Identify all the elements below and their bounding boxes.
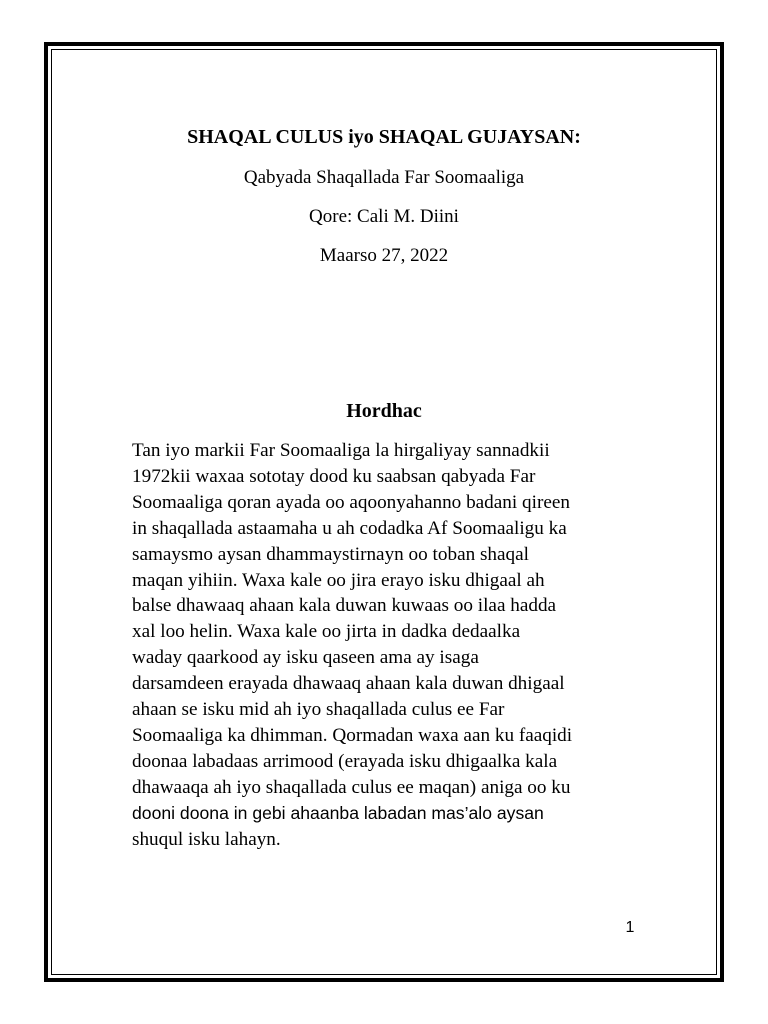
body-line: Soomaaliga ka dhimman. Qormadan waxa aan ku faaqidi bbox=[132, 724, 573, 746]
section-heading: Hordhac bbox=[346, 400, 422, 422]
body-line: waday qaarkood ay isku qaseen ama ay isaga bbox=[132, 647, 479, 669]
body-line: maqan yihiin. Waxa kale oo jira erayo isku dhigaal ah bbox=[132, 569, 545, 591]
body-line: samaysmo aysan dhammaystirnayn oo toban shaqal bbox=[132, 543, 529, 565]
body-paragraph bbox=[132, 438, 652, 853]
body-line: dhawaaqa ah iyo shaqallada culus ee maqan) aniga oo ku bbox=[132, 776, 571, 798]
document-title: SHAQAL CULUS iyo SHAQAL GUJAYSAN: bbox=[187, 126, 581, 148]
body-line: dooni doona in gebi ahaanba labadan mas’alo aysan bbox=[132, 802, 544, 823]
document-subtitle: Qabyada Shaqallada Far Soomaaliga bbox=[243, 167, 525, 188]
body-line: xal loo helin. Waxa kale oo jirta in dadka dedaalka bbox=[132, 621, 521, 643]
body-line: 1972kii waxaa sototay dood ku saabsan qabyada Far bbox=[132, 465, 536, 487]
body-line: shuqul isku lahayn. bbox=[132, 828, 281, 850]
body-line: darsamdeen erayada dhawaaq ahaan kala duwan dhigaal bbox=[132, 673, 565, 695]
body-line: in shaqallada astaamaha u ah codadka Af Soomaaligu ka bbox=[132, 517, 567, 539]
document-date: Maarso 27, 2022 bbox=[319, 245, 449, 266]
body-line: balse dhawaaq ahaan kala duwan kuwaas oo ilaa hadda bbox=[132, 595, 557, 617]
page-number: 1 bbox=[625, 919, 635, 936]
document-author: Qore: Cali M. Diini bbox=[309, 206, 459, 227]
body-line: Tan iyo markii Far Soomaaliga la hirgaliyay sannadkii bbox=[132, 440, 550, 461]
body-line: doonaa labadaas arrimood (erayada isku dhigaalka kala bbox=[132, 750, 558, 772]
body-line: Soomaaliga qoran ayada oo aqoonyahanno badani qireen bbox=[132, 491, 570, 513]
body-line: ahaan se isku mid ah iyo shaqallada culus ee Far bbox=[132, 699, 505, 721]
